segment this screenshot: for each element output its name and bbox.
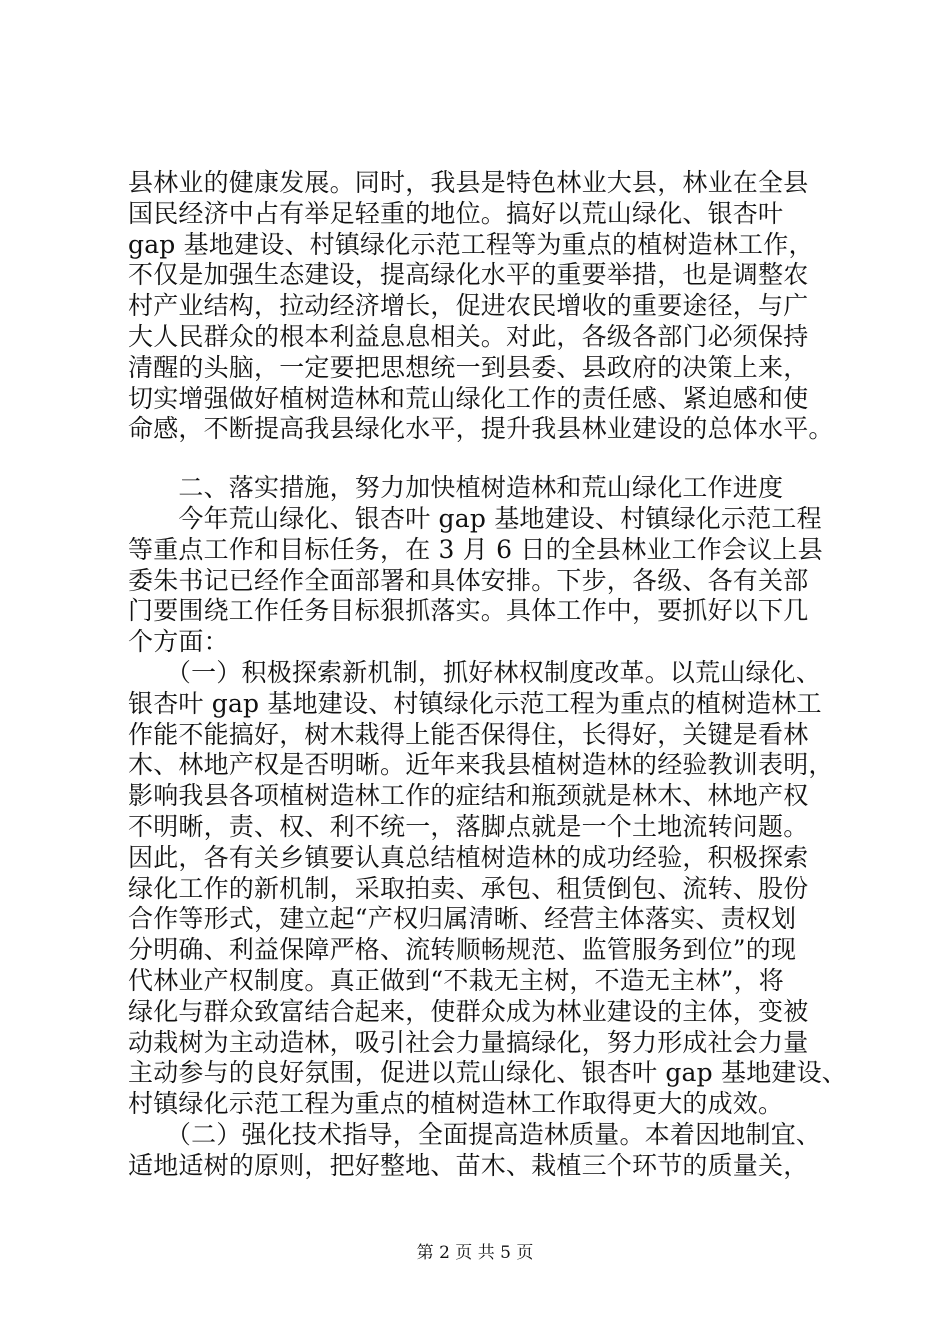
text-line: 木、林地产权是否明晰。近年来我县植树造林的经验教训表明， (128, 750, 834, 780)
text-line: 门要围绕工作任务目标狠抓落实。具体工作中，要抓好以下几 (128, 596, 809, 626)
text-line: （二）强化技术指导，全面提高造林质量。本着因地制宜、 (128, 1119, 822, 1149)
text-line: 等重点工作和目标任务，在 3 月 6 日的全县林业工作会议上县 (128, 534, 823, 564)
paragraph (128, 657, 848, 1120)
text-line: 银杏叶 gap 基地建设、村镇绿化示范工程为重点的植树造林工 (128, 688, 822, 718)
section-heading: 二、落实措施，努力加快植树造林和荒山绿化工作进度 (128, 473, 784, 503)
text-line: 清醒的头脑，一定要把思想统一到县委、县政府的决策上来， (128, 352, 809, 382)
text-line: 个方面： (128, 627, 229, 657)
text-line: 国民经济中占有举足轻重的地位。搞好以荒山绿化、银杏叶 (128, 198, 784, 228)
text-line: 村产业结构，拉动经济增长，促进农民增收的重要途径，与广 (128, 291, 809, 321)
text-line: 命感，不断提高我县绿化水平，提升我县林业建设的总体水平。 (128, 414, 834, 444)
document-body (128, 168, 848, 1182)
page-footer: 第 2 页 共 5 页 (416, 1243, 534, 1263)
text-line: 分明确、利益保障严格、流转顺畅规范、监管服务到位”的现 (128, 935, 797, 965)
paragraph (128, 504, 844, 658)
text-line: （一）积极探索新机制，抓好林权制度改革。以荒山绿化、 (128, 657, 822, 687)
text-line: 作能不能搞好，树木栽得上能否保得住，长得好，关键是看林 (128, 719, 809, 749)
paragraph (128, 168, 844, 445)
text-line: 大人民群众的根本利益息息相关。对此，各级各部门必须保持 (128, 321, 809, 351)
paragraph-spacer (128, 445, 844, 473)
text-line: 主动参与的良好氛围，促进以荒山绿化、银杏叶 gap 基地建设、 (128, 1058, 848, 1088)
text-line: 今年荒山绿化、银杏叶 gap 基地建设、村镇绿化示范工程 (128, 503, 822, 533)
text-line: 适地适树的原则，把好整地、苗木、栽植三个环节的质量关， (128, 1150, 809, 1180)
text-line: 动栽树为主动造林，吸引社会力量搞绿化，努力形成社会力量 (128, 1027, 809, 1057)
text-line: 因此，各有关乡镇要认真总结植树造林的成功经验，积极探索 (128, 842, 809, 872)
text-line: 切实增强做好植树造林和荒山绿化工作的责任感、紧迫感和使 (128, 383, 809, 413)
text-line: 委朱书记已经作全面部署和具体安排。下步，各级、各有关部 (128, 565, 809, 595)
text-line: 县林业的健康发展。同时，我县是特色林业大县，林业在全县 (128, 168, 809, 197)
text-line: 绿化工作的新机制，采取拍卖、承包、租赁倒包、流转、股份 (128, 873, 809, 903)
text-line: 绿化与群众致富结合起来，使群众成为林业建设的主体，变被 (128, 996, 809, 1026)
text-line: 不仅是加强生态建设，提高绿化水平的重要举措，也是调整农 (128, 260, 809, 290)
text-line: gap 基地建设、村镇绿化示范工程等为重点的植树造林工作， (128, 229, 814, 259)
text-line: 代林业产权制度。真正做到“不栽无主树，不造无主林”，将 (128, 965, 784, 995)
text-line: 合作等形式，建立起“产权归属清晰、经营主体落实、责权划 (128, 904, 797, 934)
paragraph (128, 1120, 844, 1182)
text-line: 不明晰，责、权、利不统一，落脚点就是一个土地流转问题。 (128, 811, 809, 841)
text-line: 村镇绿化示范工程为重点的植树造林工作取得更大的成效。 (128, 1089, 784, 1119)
text-line: 影响我县各项植树造林工作的症结和瓶颈就是林木、林地产权 (128, 781, 809, 811)
